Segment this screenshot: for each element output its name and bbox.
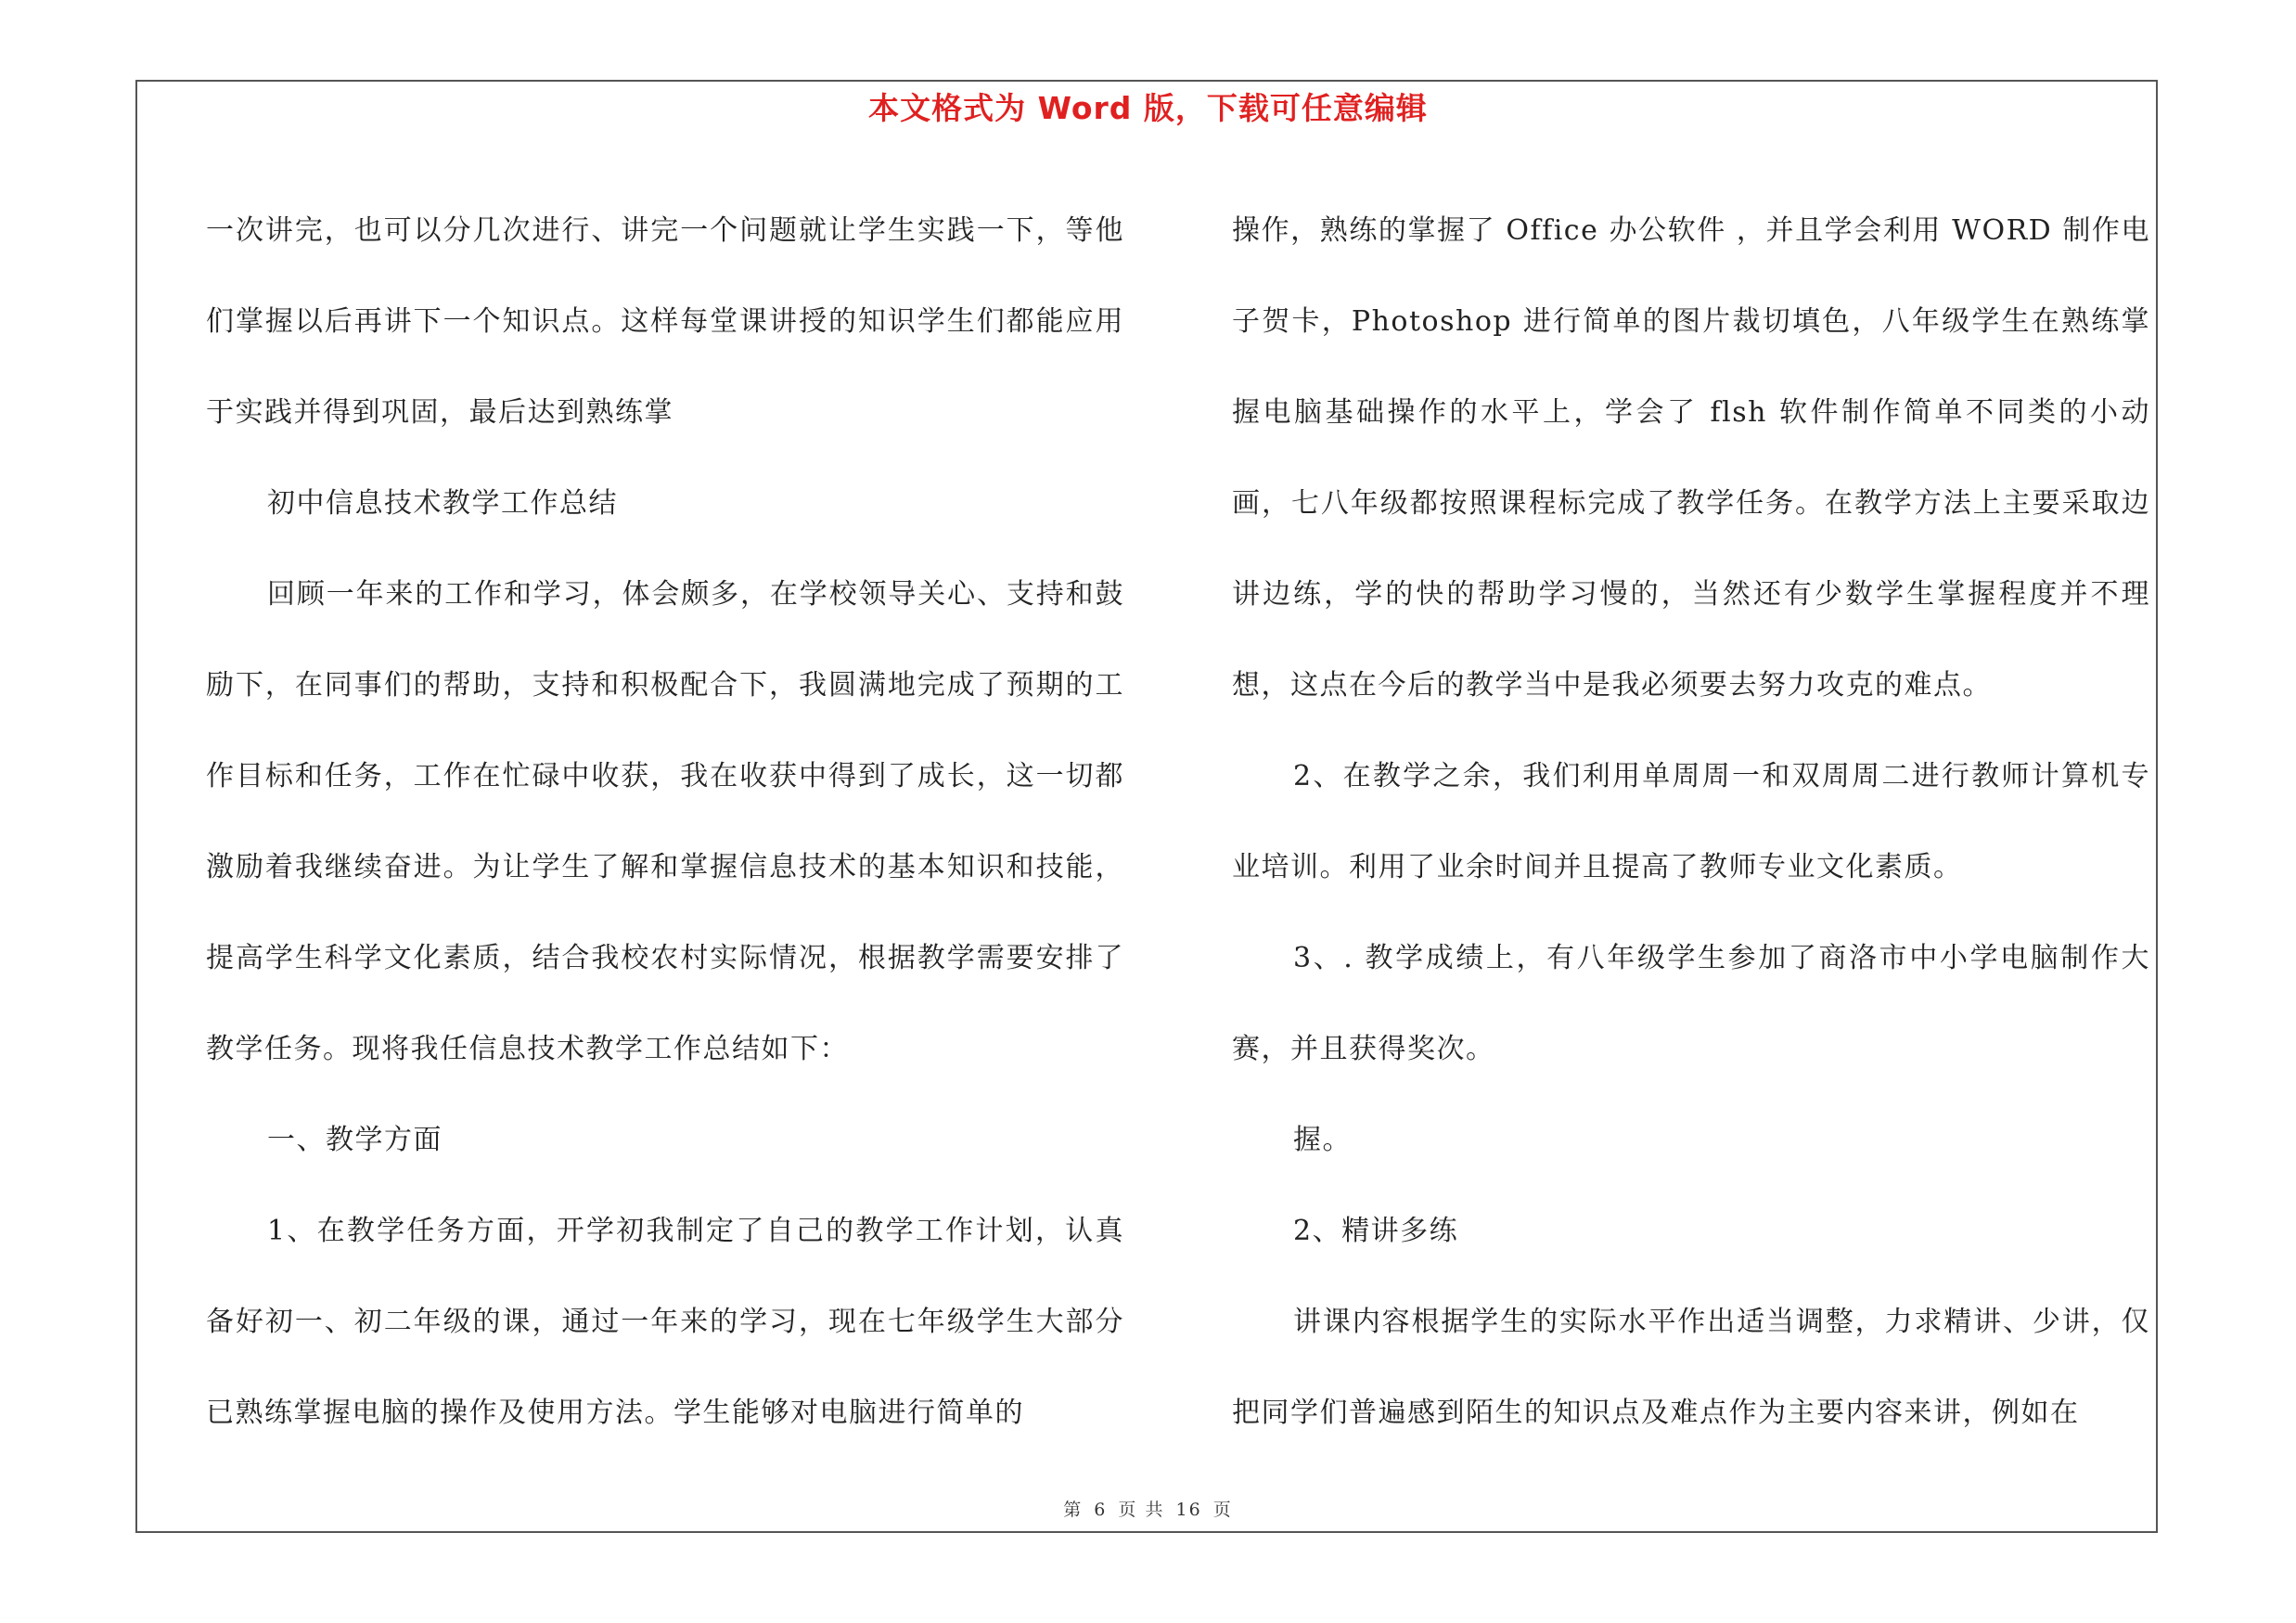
- format-banner: 本文格式为 Word 版，下载可任意编辑: [868, 90, 1428, 126]
- footer-suffix: 页: [1212, 1500, 1233, 1520]
- paragraph: 讲课内容根据学生的实际水平作出适当调整，力求精讲、少讲，仅把同学们普遍感到陌生的知识点及难点作为主要内容来讲，例如在: [1232, 1306, 2150, 1429]
- total-page-count: 16: [1175, 1500, 1202, 1520]
- right-column: [1232, 186, 2150, 1459]
- paragraph: 操作，熟练的掌握了 Office 办公软件 ，并且学会利用 WORD 制作电子贺卡，Photoshop 进行简单的图片裁切填色，八年级学生在熟练掌握电脑基础操作的水平上，学会了 flsh 软件制作简单不同类的小动画，七八年级都按照课程标完成了教学任务。在教学方法上主要采取边讲边练，学的快的帮助学习慢的，当然还有少数学生掌握程度并不理想，这点在今后的教学当中是我必须要去努力攻克的难点。: [1232, 214, 2150, 702]
- footer-prefix: 第: [1063, 1500, 1084, 1520]
- paragraph: 握。: [1293, 1124, 1352, 1156]
- paragraph: 一次讲完，也可以分几次进行、讲完一个问题就让学生实践一下，等他们掌握以后再讲下一个知识点。这样每堂课讲授的知识学生们都能应用于实践并得到巩固，最后达到熟练掌: [206, 214, 1124, 429]
- page-footer: [0, 1496, 2296, 1521]
- current-page-number: 6: [1094, 1500, 1108, 1520]
- footer-middle: 页 共: [1118, 1500, 1165, 1520]
- paragraph: 一、教学方面: [267, 1124, 443, 1156]
- paragraph: 2、在教学之余，我们利用单周周一和双周周二进行教师计算机专业培训。利用了业余时间并且提高了教师专业文化素质。: [1232, 760, 2150, 883]
- paragraph: 3、. 教学成绩上，有八年级学生参加了商洛市中小学电脑制作大赛，并且获得奖次。: [1232, 942, 2150, 1065]
- paragraph: 2、精讲多练: [1293, 1215, 1459, 1247]
- paragraph: 回顾一年来的工作和学习，体会颇多，在学校领导关心、支持和鼓励下，在同事们的帮助，支持和积极配合下，我圆满地完成了预期的工作目标和任务，工作在忙碌中收获，我在收获中得到了成长，这一切都激励着我继续奋进。为让学生了解和掌握信息技术的基本知识和技能，提高学生科学文化素质，结合我校农村实际情况，根据教学需要安排了教学任务。现将我任信息技术教学工作总结如下：: [206, 578, 1124, 1065]
- paragraph: 初中信息技术教学工作总结: [267, 487, 618, 520]
- left-column: [206, 186, 1124, 1459]
- paragraph: 1、在教学任务方面，开学初我制定了自己的教学工作计划，认真备好初一、初二年级的课，通过一年来的学习，现在七年级学生大部分已熟练掌握电脑的操作及使用方法。学生能够对电脑进行简单的: [206, 1215, 1124, 1429]
